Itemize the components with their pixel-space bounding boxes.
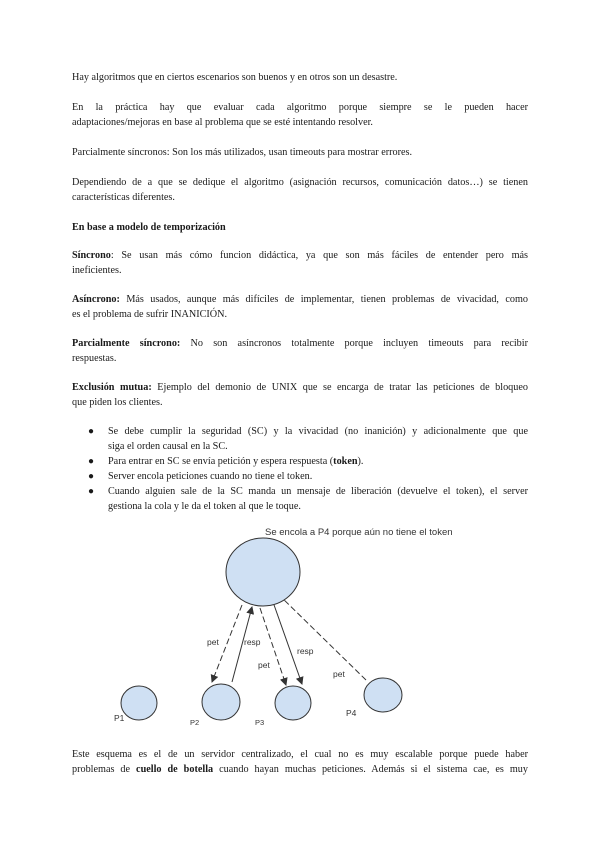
paragraph-dependiendo-line1 <box>72 175 528 190</box>
paragraph-asincrono-text-1: Más usados, aunque más difíciles de implementar, tienen problemas de vivacidad, como <box>119 294 528 305</box>
node-p1 <box>121 686 157 720</box>
paragraph-dependiendo-line2 <box>72 190 528 205</box>
paragraph-asincrono-line2 <box>72 307 528 322</box>
section-heading-text: En base a modelo de temporización <box>72 222 226 233</box>
bullet-2-bold: token <box>333 456 358 467</box>
arrow-pet-p3 <box>260 608 286 685</box>
paragraph-closing-line2 <box>72 762 528 777</box>
label-pet-1: pet <box>207 637 219 647</box>
paragraph-closing-line1 <box>72 747 528 762</box>
bullet-2-text-b: ). <box>357 456 364 467</box>
label-resp-2: resp <box>297 646 314 656</box>
node-label-p3: P3 <box>255 718 265 727</box>
diagram-caption: Se encola a P4 porque aún no tiene el token <box>265 527 453 538</box>
paragraph-practica-line2 <box>72 115 528 130</box>
paragraph-intro-text: Hay algoritmos que en ciertos escenarios son buenos y en otros son un desastre. <box>72 72 398 83</box>
node-p4 <box>364 678 402 712</box>
paragraph-asincrono-line1 <box>72 292 528 307</box>
bullet-1-text-2: siga el orden causal en la SC. <box>108 441 228 452</box>
label-pet-3: pet <box>333 669 345 679</box>
bullet-4-text-1: Cuando alguien sale de la SC manda un mensaje de liberación (devuelve el token), el server <box>108 486 528 497</box>
list-item <box>72 469 528 484</box>
section-heading <box>72 220 528 235</box>
paragraph-practica-text-1: En la práctica hay que evaluar cada algoritmo porque siempre se le pueden hacer <box>72 102 528 113</box>
paragraph-exclusion-text-2: que piden los clientes. <box>72 397 163 408</box>
node-label-p2: P2 <box>190 718 200 727</box>
server-node <box>226 538 300 606</box>
paragraph-dependiendo-text-1: Dependiendo de a que se dedique el algoritmo (asignación recursos, comunicación datos…) se tienen <box>72 177 528 188</box>
term-asincrono: Asíncrono: <box>72 294 120 305</box>
paragraph-sincrono-text-1: : Se usan más cómo funcion didáctica, ya que son más fáciles de entender pero más <box>110 250 528 261</box>
label-pet-2: pet <box>258 660 270 670</box>
paragraph-exclusion-line1 <box>72 380 528 395</box>
bullet-4-text-2: gestiona la cola y le da el token al que le toque. <box>108 501 301 512</box>
paragraph-exclusion-text-1: Ejemplo del demonio de UNIX que se encarga de tratar las peticiones de bloqueo <box>151 382 528 393</box>
paragraph-closing-text-2b: cuando hayan muchas peticiones. Además si el sistema cae, es muy <box>213 764 528 775</box>
label-resp-1: resp <box>244 637 261 647</box>
bullet-2-text-a: Para entrar en SC se envía petición y espera respuesta ( <box>108 456 334 467</box>
node-label-p4: P4 <box>346 708 357 718</box>
paragraph-sincrono-line2 <box>72 263 528 278</box>
bullet-1-text-1: Se debe cumplir la seguridad (SC) y la vivacidad (no inanición) y adicionalmente que que <box>108 426 528 437</box>
paragraph-parcialmente <box>72 145 528 160</box>
paragraph-practica-line1 <box>72 100 528 115</box>
term-exclusion-mutua: Exclusión mutua: <box>72 382 152 393</box>
paragraph-parcial-line1 <box>72 336 528 351</box>
term-sincrono: Síncrono <box>72 250 111 261</box>
bullet-2-text <box>108 454 528 469</box>
paragraph-parcial-line2 <box>72 351 528 366</box>
arrow-resp-p3 <box>273 602 302 684</box>
node-p2 <box>202 684 240 720</box>
term-parcialmente-sincrono: Parcialmente síncrono: <box>72 338 181 349</box>
bullet-3-text: Server encola peticiones cuando no tiene el token. <box>108 471 313 482</box>
bullet-icon: ● <box>88 426 95 437</box>
list-item <box>72 424 528 454</box>
bullet-icon: ● <box>88 456 95 467</box>
paragraph-closing-text-1: Este esquema es el de un servidor centralizado, el cual no es muy escalable porque puede haber <box>72 749 528 760</box>
paragraph-intro <box>72 70 528 85</box>
paragraph-sincrono-line1 <box>72 248 528 263</box>
server-token-diagram <box>110 522 490 732</box>
paragraph-closing-text-2a: problemas de <box>72 764 137 775</box>
arrow-pet-p4 <box>278 594 366 680</box>
paragraph-practica-text-2: adaptaciones/mejoras en base al problema que se esté intentando resolver. <box>72 117 373 128</box>
term-cuello-de-botella: cuello de botella <box>136 764 214 775</box>
bullet-icon: ● <box>88 486 95 497</box>
node-p3 <box>275 686 311 720</box>
paragraph-parcialmente-text: Parcialmente síncronos: Son los más utilizados, usan timeouts para mostrar errores. <box>72 147 413 158</box>
node-label-p1: P1 <box>114 713 125 723</box>
paragraph-exclusion-line2 <box>72 395 528 410</box>
list-item <box>72 454 528 469</box>
bullet-list <box>72 424 528 514</box>
paragraph-sincrono-text-2: ineficientes. <box>72 265 122 276</box>
paragraph-parcial-text-2: respuestas. <box>72 353 117 364</box>
paragraph-parcial-text-1: No son asíncronos totalmente porque incluyen timeouts para recibir <box>180 338 528 349</box>
paragraph-asincrono-text-2: es el problema de sufrir INANICIÓN. <box>72 309 228 320</box>
paragraph-dependiendo-text-2: características diferentes. <box>72 192 175 203</box>
list-item <box>72 484 528 514</box>
bullet-icon: ● <box>88 471 95 482</box>
